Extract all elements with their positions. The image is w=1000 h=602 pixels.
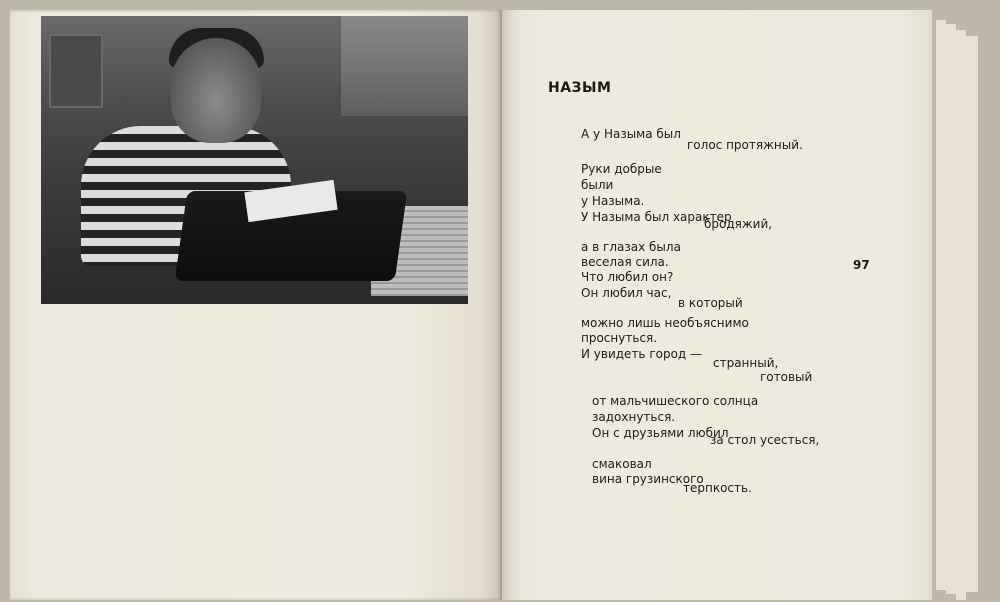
poem-line: Руки добрые [581,162,662,176]
poem-title: НАЗЫМ [548,80,612,96]
open-book [6,6,994,598]
poem-line: в который [678,296,743,310]
poem-line: А у Назыма был [581,127,681,141]
poem-line: задохнуться. [592,410,676,424]
poem-line: Он с друзьями любил [592,426,729,440]
poem-line: вина грузинского [592,472,704,486]
photograph [41,16,468,304]
photo-picture-frame [49,34,103,108]
page-edge [966,36,979,592]
photo-window [341,16,468,116]
poem-line: И увидеть город — [581,347,703,361]
poem-line: а в глазах была [581,240,681,254]
poem-line: от мальчишеского солнца [592,394,759,408]
page-number: 97 [853,258,870,272]
poem-line: Что любил он? [581,270,674,284]
poem-line: бродяжий, [704,217,773,231]
poem-line: веселая сила. [581,255,669,269]
poem-line: за стол усесться, [710,433,820,447]
poem-line: были [581,178,614,192]
left-page [10,10,502,600]
poem-line: странный, [713,356,779,370]
poem-line: у Назыма. [581,194,645,208]
photo-head [171,38,261,143]
poem-line: У Назыма был характер [581,210,732,224]
poem-line: смаковал [592,457,652,471]
poem-line: голос протяжный. [687,138,803,152]
poem-line: можно лишь необъяснимо [581,316,749,330]
poem-line: Он любил час, [581,286,672,300]
poem-line: терпкость. [683,481,752,495]
poem-line: проснуться. [581,331,658,345]
poem-line: готовый [760,370,813,384]
